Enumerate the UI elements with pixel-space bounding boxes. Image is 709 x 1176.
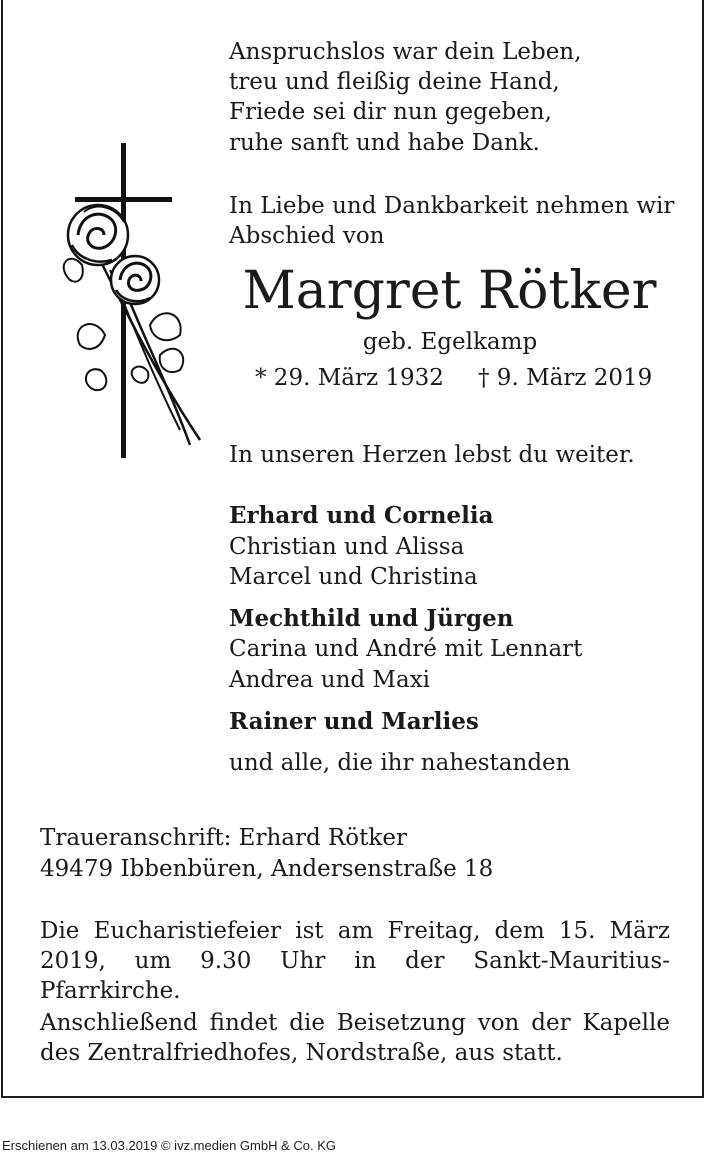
family-member: Marcel und Christina (229, 564, 478, 590)
family-head: Rainer und Marlies (229, 708, 479, 735)
mourning-address-line: 49479 Ibbenbüren, Andersenstraße 18 (40, 856, 494, 882)
intro-line: Abschied von (229, 223, 385, 249)
poem-line: Anspruchslos war dein Leben, (229, 39, 582, 65)
family-member: Carina und André mit Lennart (229, 636, 583, 662)
service-info: Die Eucharistiefeier ist am Freitag, dem 15. März 2019, um 9.30 Uhr in der Sankt-Mauritius-Pfarrkirche. (40, 918, 670, 1004)
family-member: Andrea und Maxi (229, 667, 431, 693)
family-head: Mechthild und Jürgen (229, 605, 514, 632)
poem-line: treu und fleißig deine Hand, (229, 69, 560, 95)
family-head: Erhard und Cornelia (229, 502, 494, 529)
family-member: Christian und Alissa (229, 534, 465, 560)
death-date: † 9. März 2019 (478, 365, 653, 391)
burial-info: Anschließend findet die Beisetzung von der Kapelle des Zentralfriedhofes, Nordstraße, aus statt. (40, 1010, 670, 1066)
mourning-address-line: Traueranschrift: Erhard Rötker (40, 825, 407, 851)
deceased-name: Margret Rötker (242, 261, 657, 321)
publication-footer: Erschienen am 13.03.2019 © ivz.medien GmbH & Co. KG (2, 1138, 337, 1153)
poem-line: ruhe sanft und habe Dank. (229, 130, 540, 156)
closing-line: und alle, die ihr nahestanden (229, 750, 571, 776)
birth-name: geb. Egelkamp (362, 329, 538, 355)
poem-line: Friede sei dir nun gegeben, (229, 99, 552, 125)
birth-date: * 29. März 1932 (255, 365, 444, 391)
intro-line: In Liebe und Dankbarkeit nehmen wir (229, 193, 675, 219)
motto: In unseren Herzen lebst du weiter. (229, 442, 635, 468)
